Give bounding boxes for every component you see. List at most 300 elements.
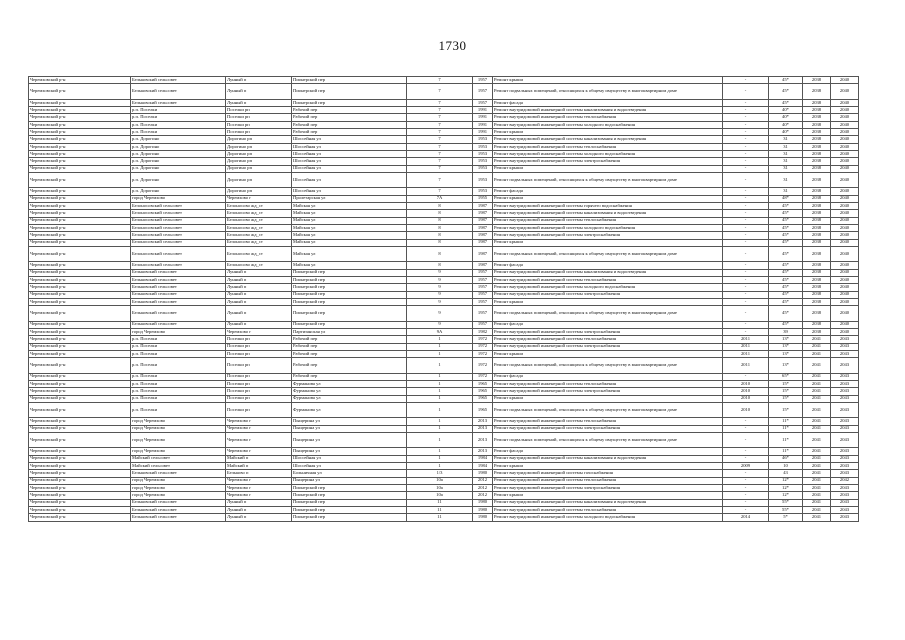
wear-percent-cell: 31 bbox=[769, 188, 803, 195]
work-type-cell: Ремонт внутридомовой инженерной системы газоснабжения bbox=[493, 470, 723, 477]
street-cell: Пионерский пер bbox=[292, 484, 407, 491]
table-row bbox=[29, 388, 859, 395]
house-number-cell: 7 bbox=[407, 188, 473, 195]
plan-end-cell: 2043 bbox=[831, 514, 859, 521]
last-repair-year-cell: - bbox=[723, 284, 769, 291]
municipality-cell: Белоносовский сельсовет bbox=[131, 202, 226, 209]
wear-percent-cell: 55* bbox=[769, 506, 803, 513]
house-number-cell: 7 bbox=[407, 121, 473, 128]
plan-start-cell: 2041 bbox=[803, 380, 831, 387]
house-number-cell: 10а bbox=[407, 477, 473, 484]
street-cell: Пыщерина ул bbox=[292, 432, 407, 447]
last-repair-year-cell: - bbox=[723, 136, 769, 143]
table-row bbox=[29, 425, 859, 432]
district-cell: Черемховский р-н bbox=[29, 321, 131, 328]
plan-start-cell: 2041 bbox=[803, 470, 831, 477]
plan-end-cell: 2043 bbox=[831, 388, 859, 395]
build-year-cell: 1987 bbox=[473, 239, 493, 246]
district-cell: Черемховский р-н bbox=[29, 239, 131, 246]
street-cell: Пыщерина ул bbox=[292, 477, 407, 484]
locality-cell: Майский п bbox=[226, 455, 292, 462]
street-cell: Рабочий пер bbox=[292, 350, 407, 357]
last-repair-year-cell: - bbox=[723, 484, 769, 491]
table-row bbox=[29, 121, 859, 128]
build-year-cell: 1957 bbox=[473, 84, 493, 99]
locality-cell: Белоносово жд_ст bbox=[226, 239, 292, 246]
last-repair-year-cell: 2011 bbox=[723, 350, 769, 357]
plan-start-cell: 2038 bbox=[803, 150, 831, 157]
build-year-cell: 1957 bbox=[473, 269, 493, 276]
build-year-cell: 1972 bbox=[473, 373, 493, 380]
plan-end-cell: 2040 bbox=[831, 284, 859, 291]
work-type-cell: Ремонт внутридомовой инженерной системы теплоснабжения bbox=[493, 506, 723, 513]
house-number-cell: 1 bbox=[407, 336, 473, 343]
district-cell: Черемховский р-н bbox=[29, 217, 131, 224]
wear-percent-cell: 40* bbox=[769, 114, 803, 121]
wear-percent-cell: 40* bbox=[769, 128, 803, 135]
street-cell: Шоссейная ул bbox=[292, 158, 407, 165]
plan-end-cell: 2040 bbox=[831, 195, 859, 202]
district-cell: Черемховский р-н bbox=[29, 77, 131, 84]
municipality-cell: р.п. Дорогино bbox=[131, 172, 226, 187]
locality-cell: Белоносово жд_ст bbox=[226, 232, 292, 239]
locality-cell: Белоносово жд_ст bbox=[226, 262, 292, 269]
plan-start-cell: 2038 bbox=[803, 239, 831, 246]
wear-percent-cell: 45* bbox=[769, 291, 803, 298]
plan-start-cell: 2038 bbox=[803, 224, 831, 231]
locality-cell: Поселки рп bbox=[226, 395, 292, 402]
plan-start-cell: 2038 bbox=[803, 217, 831, 224]
work-type-cell: Ремонт подвальных помещений, относящихся к общему имуществу в многоквартирном доме bbox=[493, 172, 723, 187]
plan-end-cell: 2043 bbox=[831, 470, 859, 477]
street-cell: Шоссейная ул bbox=[292, 455, 407, 462]
municipality-cell: Белоносовский сельсовет bbox=[131, 224, 226, 231]
wear-percent-cell: 45* bbox=[769, 284, 803, 291]
wear-percent-cell: 5* bbox=[769, 514, 803, 521]
work-type-cell: Ремонт внутридомовой инженерной системы электроснабжения bbox=[493, 343, 723, 350]
table-row bbox=[29, 328, 859, 335]
table-row bbox=[29, 246, 859, 261]
street-cell: Пыщерина ул bbox=[292, 418, 407, 425]
plan-start-cell: 2041 bbox=[803, 373, 831, 380]
plan-start-cell: 2038 bbox=[803, 202, 831, 209]
plan-start-cell: 2038 bbox=[803, 188, 831, 195]
locality-cell: Лунный п bbox=[226, 306, 292, 321]
work-type-cell: Ремонт подвальных помещений, относящихся к общему имуществу в многоквартирном доме bbox=[493, 84, 723, 99]
plan-start-cell: 2041 bbox=[803, 418, 831, 425]
work-type-cell: Ремонт крыши bbox=[493, 165, 723, 172]
plan-start-cell: 2038 bbox=[803, 114, 831, 121]
wear-percent-cell: 55* bbox=[769, 499, 803, 506]
plan-start-cell: 2038 bbox=[803, 269, 831, 276]
table-row bbox=[29, 136, 859, 143]
locality-cell: Лунный п bbox=[226, 291, 292, 298]
work-type-cell: Ремонт внутридомовой инженерной системы электроснабжения bbox=[493, 328, 723, 335]
last-repair-year-cell: - bbox=[723, 448, 769, 455]
wear-percent-cell: 48* bbox=[769, 195, 803, 202]
municipality-cell: город Черемхово bbox=[131, 425, 226, 432]
work-type-cell: Ремонт внутридомовой инженерной системы канализования и водоотведения bbox=[493, 107, 723, 114]
build-year-cell: 2013 bbox=[473, 418, 493, 425]
plan-end-cell: 2040 bbox=[831, 306, 859, 321]
locality-cell: Лунный п bbox=[226, 506, 292, 513]
locality-cell: Дорогино рп bbox=[226, 158, 292, 165]
wear-percent-cell: 45* bbox=[769, 269, 803, 276]
district-cell: Черемховский р-н bbox=[29, 195, 131, 202]
work-type-cell: Ремонт внутридомовой инженерной системы электроснабжения bbox=[493, 232, 723, 239]
last-repair-year-cell: - bbox=[723, 425, 769, 432]
build-year-cell: 1980 bbox=[473, 470, 493, 477]
municipality-cell: р.п. Поселки bbox=[131, 380, 226, 387]
locality-cell: Поселки рп bbox=[226, 128, 292, 135]
plan-end-cell: 2040 bbox=[831, 99, 859, 106]
locality-cell: Белоносово жд_ст bbox=[226, 224, 292, 231]
plan-start-cell: 2038 bbox=[803, 107, 831, 114]
locality-cell: Майский п bbox=[226, 462, 292, 469]
build-year-cell: 2013 bbox=[473, 425, 493, 432]
build-year-cell: 1972 bbox=[473, 358, 493, 373]
locality-cell: Белоносово жд_ст bbox=[226, 246, 292, 261]
plan-end-cell: 2040 bbox=[831, 328, 859, 335]
work-type-cell: Ремонт внутридомовой инженерной системы холодного водоснабжения bbox=[493, 150, 723, 157]
plan-start-cell: 2038 bbox=[803, 84, 831, 99]
municipality-cell: р.п. Поселки bbox=[131, 343, 226, 350]
plan-end-cell: 2040 bbox=[831, 321, 859, 328]
work-type-cell: Ремонт крыши bbox=[493, 492, 723, 499]
street-cell: Рабочий пер bbox=[292, 114, 407, 121]
street-cell: Майская ул bbox=[292, 246, 407, 261]
plan-end-cell: 2040 bbox=[831, 136, 859, 143]
district-cell: Черемховский р-н bbox=[29, 380, 131, 387]
plan-start-cell: 2038 bbox=[803, 232, 831, 239]
wear-percent-cell: 31 bbox=[769, 143, 803, 150]
plan-start-cell: 2041 bbox=[803, 425, 831, 432]
municipality-cell: Бельковский сельсовет bbox=[131, 514, 226, 521]
table-row bbox=[29, 499, 859, 506]
municipality-cell: город Черемхово bbox=[131, 492, 226, 499]
house-number-cell: 9 bbox=[407, 321, 473, 328]
street-cell: Партизанская ул bbox=[292, 328, 407, 335]
locality-cell: Черемхово г bbox=[226, 448, 292, 455]
plan-end-cell: 2043 bbox=[831, 395, 859, 402]
last-repair-year-cell: - bbox=[723, 143, 769, 150]
build-year-cell: 1955 bbox=[473, 195, 493, 202]
build-year-cell: 1987 bbox=[473, 232, 493, 239]
table-row bbox=[29, 358, 859, 373]
district-cell: Черемховский р-н bbox=[29, 477, 131, 484]
last-repair-year-cell: - bbox=[723, 418, 769, 425]
district-cell: Черемховский р-н bbox=[29, 269, 131, 276]
house-number-cell: 1 bbox=[407, 388, 473, 395]
table-row bbox=[29, 470, 859, 477]
house-number-cell: 1 bbox=[407, 448, 473, 455]
table-row bbox=[29, 484, 859, 491]
plan-end-cell: 2043 bbox=[831, 448, 859, 455]
plan-start-cell: 2038 bbox=[803, 262, 831, 269]
build-year-cell: 1953 bbox=[473, 158, 493, 165]
district-cell: Черемховский р-н bbox=[29, 402, 131, 417]
build-year-cell: 1957 bbox=[473, 298, 493, 305]
work-type-cell: Ремонт подвальных помещений, относящихся к общему имуществу в многоквартирном доме bbox=[493, 432, 723, 447]
build-year-cell: 1957 bbox=[473, 291, 493, 298]
municipality-cell: р.п. Дорогино bbox=[131, 188, 226, 195]
build-year-cell: 1984 bbox=[473, 455, 493, 462]
locality-cell: Дорогино рп bbox=[226, 150, 292, 157]
plan-start-cell: 2041 bbox=[803, 477, 831, 484]
house-number-cell: 7 bbox=[407, 136, 473, 143]
municipality-cell: Белоносовский сельсовет bbox=[131, 217, 226, 224]
wear-percent-cell: 31 bbox=[769, 165, 803, 172]
work-type-cell: Ремонт внутридомовой инженерной системы канализования и водоотведения bbox=[493, 210, 723, 217]
wear-percent-cell: 31 bbox=[769, 150, 803, 157]
street-cell: Пионерский пер bbox=[292, 321, 407, 328]
last-repair-year-cell: - bbox=[723, 276, 769, 283]
house-number-cell: 1 bbox=[407, 462, 473, 469]
build-year-cell: 1991 bbox=[473, 114, 493, 121]
work-type-cell: Ремонт крыши bbox=[493, 239, 723, 246]
work-type-cell: Ремонт крыши bbox=[493, 462, 723, 469]
district-cell: Черемховский р-н bbox=[29, 284, 131, 291]
municipality-cell: р.п. Поселки bbox=[131, 121, 226, 128]
build-year-cell: 1953 bbox=[473, 165, 493, 172]
table-row bbox=[29, 114, 859, 121]
locality-cell: Черемхово г bbox=[226, 477, 292, 484]
build-year-cell: 2013 bbox=[473, 448, 493, 455]
district-cell: Черемховский р-н bbox=[29, 448, 131, 455]
wear-percent-cell: 13* bbox=[769, 350, 803, 357]
municipality-cell: р.п. Поселки bbox=[131, 358, 226, 373]
table-row bbox=[29, 158, 859, 165]
street-cell: Шоссейная ул bbox=[292, 150, 407, 157]
wear-percent-cell: 45* bbox=[769, 210, 803, 217]
work-type-cell: Ремонт внутридомовой инженерной системы холодного водоснабжения bbox=[493, 121, 723, 128]
table-row bbox=[29, 514, 859, 521]
street-cell: Пионерский пер bbox=[292, 99, 407, 106]
house-number-cell: 8 bbox=[407, 210, 473, 217]
last-repair-year-cell: - bbox=[723, 77, 769, 84]
plan-end-cell: 2043 bbox=[831, 425, 859, 432]
district-cell: Черемховский р-н bbox=[29, 432, 131, 447]
build-year-cell: 1953 bbox=[473, 136, 493, 143]
last-repair-year-cell: - bbox=[723, 165, 769, 172]
street-cell: Пионерский пер bbox=[292, 499, 407, 506]
district-cell: Черемховский р-н bbox=[29, 514, 131, 521]
municipality-cell: р.п. Поселки bbox=[131, 336, 226, 343]
street-cell: Шоссейная ул bbox=[292, 143, 407, 150]
street-cell: Фурманова ул bbox=[292, 395, 407, 402]
street-cell: Майская ул bbox=[292, 232, 407, 239]
last-repair-year-cell: - bbox=[723, 499, 769, 506]
municipality-cell: Бельковский сельсовет bbox=[131, 291, 226, 298]
build-year-cell: 2012 bbox=[473, 477, 493, 484]
table-row bbox=[29, 395, 859, 402]
district-cell: Черемховский р-н bbox=[29, 150, 131, 157]
district-cell: Черемховский р-н bbox=[29, 306, 131, 321]
plan-start-cell: 2038 bbox=[803, 77, 831, 84]
last-repair-year-cell: 2009 bbox=[723, 462, 769, 469]
house-number-cell: 7 bbox=[407, 165, 473, 172]
table-row bbox=[29, 432, 859, 447]
house-number-cell: 8 bbox=[407, 224, 473, 231]
municipality-cell: р.п. Поселки bbox=[131, 402, 226, 417]
street-cell: Рабочий пер bbox=[292, 128, 407, 135]
table-row bbox=[29, 202, 859, 209]
plan-start-cell: 2038 bbox=[803, 284, 831, 291]
locality-cell: Черемхово г bbox=[226, 195, 292, 202]
build-year-cell: 1953 bbox=[473, 172, 493, 187]
municipality-cell: р.п. Поселки bbox=[131, 128, 226, 135]
work-type-cell: Ремонт фасада bbox=[493, 262, 723, 269]
municipality-cell: р.п. Дорогино bbox=[131, 158, 226, 165]
last-repair-year-cell: 2014 bbox=[723, 514, 769, 521]
locality-cell: Лунный п bbox=[226, 321, 292, 328]
last-repair-year-cell: - bbox=[723, 150, 769, 157]
street-cell: Пионерский пер bbox=[292, 298, 407, 305]
municipality-cell: Майский сельсовет bbox=[131, 455, 226, 462]
plan-end-cell: 2040 bbox=[831, 150, 859, 157]
street-cell: Фурманова ул bbox=[292, 380, 407, 387]
house-number-cell: 1 bbox=[407, 380, 473, 387]
plan-start-cell: 2038 bbox=[803, 306, 831, 321]
house-number-cell: 1 bbox=[407, 402, 473, 417]
locality-cell: Поселки рп bbox=[226, 121, 292, 128]
locality-cell: Белоносово жд_ст bbox=[226, 217, 292, 224]
street-cell: Пионерский пер bbox=[292, 506, 407, 513]
plan-end-cell: 2040 bbox=[831, 291, 859, 298]
build-year-cell: 1987 bbox=[473, 202, 493, 209]
last-repair-year-cell: 2010 bbox=[723, 402, 769, 417]
wear-percent-cell: 45* bbox=[769, 217, 803, 224]
street-cell: Майская ул bbox=[292, 217, 407, 224]
plan-end-cell: 2043 bbox=[831, 432, 859, 447]
plan-start-cell: 2041 bbox=[803, 492, 831, 499]
plan-end-cell: 2040 bbox=[831, 77, 859, 84]
locality-cell: Черемхово г bbox=[226, 328, 292, 335]
house-number-cell: 8 bbox=[407, 239, 473, 246]
wear-percent-cell: 43 bbox=[769, 470, 803, 477]
wear-percent-cell: 15* bbox=[769, 380, 803, 387]
last-repair-year-cell: 2010 bbox=[723, 380, 769, 387]
plan-end-cell: 2040 bbox=[831, 269, 859, 276]
plan-start-cell: 2038 bbox=[803, 128, 831, 135]
house-number-cell: 1 bbox=[407, 395, 473, 402]
work-type-cell: Ремонт подвальных помещений, относящихся к общему имуществу в многоквартирном доме bbox=[493, 402, 723, 417]
house-number-cell: 1 bbox=[407, 343, 473, 350]
street-cell: Пионерский пер bbox=[292, 77, 407, 84]
locality-cell: Лунный п bbox=[226, 84, 292, 99]
municipality-cell: Майский сельсовет bbox=[131, 462, 226, 469]
plan-start-cell: 2038 bbox=[803, 99, 831, 106]
table-row bbox=[29, 77, 859, 84]
house-number-cell: 11 bbox=[407, 506, 473, 513]
work-type-cell: Ремонт крыши bbox=[493, 298, 723, 305]
plan-start-cell: 2041 bbox=[803, 343, 831, 350]
last-repair-year-cell: - bbox=[723, 506, 769, 513]
street-cell: Рабочий пер bbox=[292, 121, 407, 128]
street-cell: Шоссейная ул bbox=[292, 188, 407, 195]
work-type-cell: Ремонт внутридомовой инженерной системы теплоснабжения bbox=[493, 380, 723, 387]
street-cell: Шоссейная ул bbox=[292, 136, 407, 143]
house-number-cell: 10а bbox=[407, 492, 473, 499]
plan-start-cell: 2038 bbox=[803, 276, 831, 283]
house-number-cell: 11 bbox=[407, 514, 473, 521]
house-number-cell: 9 bbox=[407, 298, 473, 305]
plan-end-cell: 2040 bbox=[831, 188, 859, 195]
municipality-cell: город Черемхово bbox=[131, 195, 226, 202]
table-row bbox=[29, 462, 859, 469]
work-type-cell: Ремонт внутридомовой инженерной системы холодного водоснабжения bbox=[493, 284, 723, 291]
locality-cell: Лунный п bbox=[226, 77, 292, 84]
build-year-cell: 1972 bbox=[473, 350, 493, 357]
last-repair-year-cell: - bbox=[723, 172, 769, 187]
table-row bbox=[29, 402, 859, 417]
locality-cell: Лунный п bbox=[226, 298, 292, 305]
work-type-cell: Ремонт крыши bbox=[493, 350, 723, 357]
locality-cell: Черемхово г bbox=[226, 425, 292, 432]
work-type-cell: Ремонт крыши bbox=[493, 128, 723, 135]
plan-end-cell: 2040 bbox=[831, 84, 859, 99]
plan-end-cell: 2040 bbox=[831, 172, 859, 187]
table-row bbox=[29, 150, 859, 157]
district-cell: Черемховский р-н bbox=[29, 358, 131, 373]
plan-start-cell: 2041 bbox=[803, 402, 831, 417]
locality-cell: Черемхово г bbox=[226, 418, 292, 425]
last-repair-year-cell: - bbox=[723, 195, 769, 202]
municipality-cell: город Черемхово bbox=[131, 432, 226, 447]
locality-cell: Черемхово г bbox=[226, 432, 292, 447]
district-cell: Черемховский р-н bbox=[29, 484, 131, 491]
build-year-cell: 1984 bbox=[473, 462, 493, 469]
street-cell: Майская ул bbox=[292, 239, 407, 246]
house-number-cell: 7 bbox=[407, 158, 473, 165]
plan-start-cell: 2041 bbox=[803, 462, 831, 469]
street-cell: Рабочий пер bbox=[292, 358, 407, 373]
municipality-cell: Бельковский сельсовет bbox=[131, 84, 226, 99]
work-type-cell: Ремонт внутридомовой инженерной системы электроснабжения bbox=[493, 484, 723, 491]
locality-cell: Поселки рп bbox=[226, 336, 292, 343]
wear-percent-cell: 13* bbox=[769, 336, 803, 343]
district-cell: Черемховский р-н bbox=[29, 188, 131, 195]
table-row bbox=[29, 143, 859, 150]
build-year-cell: 1982 bbox=[473, 328, 493, 335]
wear-percent-cell: 45* bbox=[769, 262, 803, 269]
build-year-cell: 1991 bbox=[473, 107, 493, 114]
plan-end-cell: 2040 bbox=[831, 246, 859, 261]
municipality-cell: р.п. Поселки bbox=[131, 373, 226, 380]
district-cell: Черемховский р-н bbox=[29, 499, 131, 506]
house-number-cell: 8 bbox=[407, 202, 473, 209]
locality-cell: Лунный п bbox=[226, 276, 292, 283]
district-cell: Черемховский р-н bbox=[29, 336, 131, 343]
table-row bbox=[29, 84, 859, 99]
table-row bbox=[29, 195, 859, 202]
street-cell: Пионерский пер bbox=[292, 306, 407, 321]
last-repair-year-cell: - bbox=[723, 232, 769, 239]
table-row bbox=[29, 269, 859, 276]
plan-start-cell: 2041 bbox=[803, 388, 831, 395]
table-row bbox=[29, 128, 859, 135]
district-cell: Черемховский р-н bbox=[29, 224, 131, 231]
last-repair-year-cell: - bbox=[723, 291, 769, 298]
build-year-cell: 1965 bbox=[473, 395, 493, 402]
plan-start-cell: 2041 bbox=[803, 350, 831, 357]
locality-cell: Лунный п bbox=[226, 269, 292, 276]
municipality-cell: Белоносовский сельсовет bbox=[131, 239, 226, 246]
plan-end-cell: 2043 bbox=[831, 462, 859, 469]
municipality-cell: р.п. Поселки bbox=[131, 107, 226, 114]
house-number-cell: 8 bbox=[407, 232, 473, 239]
table-row bbox=[29, 448, 859, 455]
